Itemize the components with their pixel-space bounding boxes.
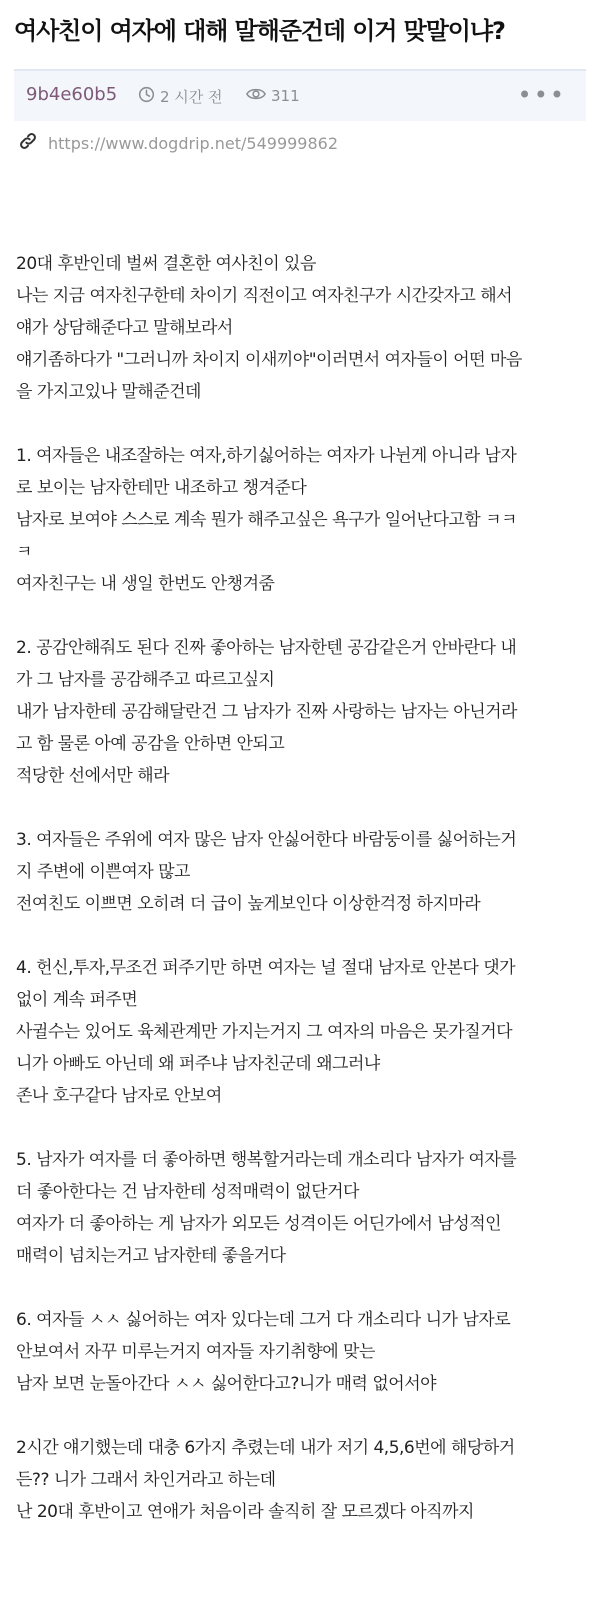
body-line: 2. 공감안해줘도 된다 진짜 좋아하는 남자한텐 공감같은거 안바란다 내 [16, 638, 517, 658]
post-meta-bar [14, 69, 586, 121]
body-paragraph [16, 1432, 588, 1528]
body-paragraph [16, 824, 588, 920]
body-line: 나는 지금 여자친구한테 차이기 직전이고 여자친구가 시간갖자고 해서 [16, 286, 513, 306]
body-line: 고 함 물론 아예 공감을 안하면 안되고 [16, 734, 285, 754]
body-line: 든?? 니가 그래서 차인거라고 하는데 [16, 1470, 276, 1490]
post-title: 여사친이 여자에 대해 말해준건데 이거 맞말이냐? [14, 17, 505, 45]
more-dots-icon[interactable]: ••• [517, 81, 566, 109]
body-line: 1. 여자들은 내조잘하는 여자,하기싫어하는 여자가 나뉜게 아니라 남자 [16, 446, 517, 466]
body-line: 2시간 얘기했는데 대충 6가지 추렸는데 내가 저기 4,5,6번에 해당하거 [16, 1438, 515, 1458]
eye-icon [246, 86, 266, 106]
body-line: 매력이 넘치는거고 남자한테 좋을거다 [16, 1246, 286, 1266]
body-line: 남자 보면 눈돌아간다 ㅅㅅ 싫어한다고?니가 매력 없어서야 [16, 1374, 437, 1394]
body-line: 4. 헌신,투자,무조건 퍼주기만 하면 여자는 널 절대 남자로 안본다 댓가 [16, 958, 516, 978]
body-line: 로 보이는 남자한테만 내조하고 챙겨준다 [16, 478, 307, 498]
body-line: 난 20대 후반이고 연애가 처음이라 솔직히 잘 모르겠다 아직까지 [16, 1502, 474, 1522]
body-paragraph [16, 1304, 588, 1400]
link-icon [18, 131, 38, 155]
body-paragraph [16, 1144, 588, 1272]
body-line: 얘가 상담해준다고 말해보라서 [16, 318, 233, 338]
body-line: 3. 여자들은 주위에 여자 많은 남자 안싫어한다 바람둥이를 싫어하는거 [16, 830, 517, 850]
post-url[interactable] [18, 131, 338, 155]
post-time-text: 2 시간 전 [160, 88, 223, 106]
body-line: 적당한 선에서만 해라 [16, 766, 170, 786]
body-line: 얘기좀하다가 "그러니까 차이지 이새끼야"이러면서 여자들이 어떤 마음 [16, 350, 522, 370]
body-line: 여자친구는 내 생일 한번도 안챙겨줌 [16, 574, 275, 594]
post-views [246, 86, 300, 106]
body-line: 20대 후반인데 벌써 결혼한 여사친이 있음 [16, 254, 316, 274]
body-line: 여자가 더 좋아하는 게 남자가 외모든 성격이든 어딘가에서 남성적인 [16, 1214, 502, 1234]
body-paragraph [16, 632, 588, 792]
body-line: 존나 호구같다 남자로 안보여 [16, 1086, 222, 1106]
body-line: 6. 여자들 ㅅㅅ 싫어하는 여자 있다는데 그거 다 개소리다 니가 남자로 [16, 1310, 511, 1330]
view-count: 311 [271, 87, 300, 105]
body-line: 없이 계속 퍼주면 [16, 990, 138, 1010]
body-line: 전여친도 이쁘면 오히려 더 급이 높게보인다 이상한걱정 하지마라 [16, 894, 481, 914]
body-line: 가 그 남자를 공감해주고 따르고싶지 [16, 670, 275, 690]
body-line: 남자로 보여야 스스로 계속 뭔가 해주고싶은 욕구가 일어난다고함 ㅋㅋ [16, 510, 517, 530]
body-line: 안보여서 자꾸 미루는거지 여자들 자기취향에 맞는 [16, 1342, 375, 1362]
post-url-text[interactable]: https://www.dogdrip.net/549999862 [48, 133, 339, 153]
body-line: 사귈수는 있어도 육체관계만 가지는거지 그 여자의 마음은 못가질거다 [16, 1022, 513, 1042]
post-time [138, 86, 223, 107]
body-paragraph [16, 248, 588, 408]
body-line: 을 가지고있나 말해준건데 [16, 382, 201, 402]
body-line: 더 좋아한다는 건 남자한테 성적매력이 없단거다 [16, 1182, 359, 1202]
body-line: 니가 아빠도 아닌데 왜 퍼주냐 남자친군데 왜그러냐 [16, 1054, 380, 1074]
clock-icon [138, 86, 155, 107]
post-body [16, 248, 588, 1560]
body-line: 5. 남자가 여자를 더 좋아하면 행복할거라는데 개소리다 남자가 여자를 [16, 1150, 517, 1170]
body-line: 지 주변에 이쁜여자 많고 [16, 862, 190, 882]
author-name[interactable]: 9b4e60b5 [26, 84, 118, 105]
body-paragraph [16, 952, 588, 1112]
body-paragraph [16, 440, 588, 600]
body-line: ㅋ [16, 542, 32, 562]
body-line: 내가 남자한테 공감해달란건 그 남자가 진짜 사랑하는 남자는 아닌거라 [16, 702, 517, 722]
